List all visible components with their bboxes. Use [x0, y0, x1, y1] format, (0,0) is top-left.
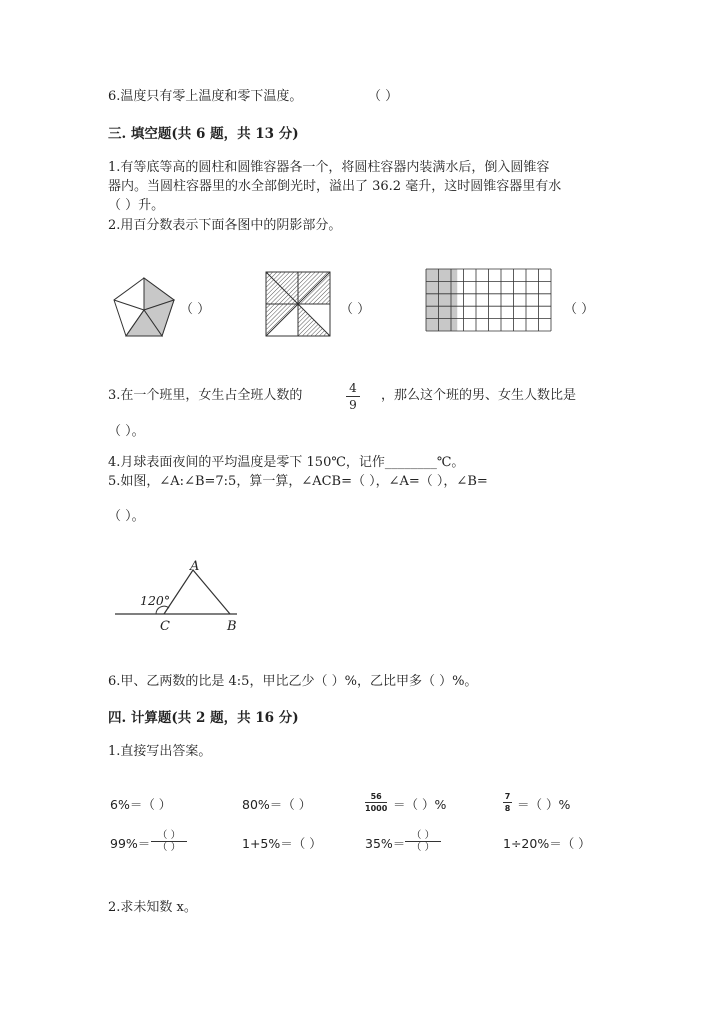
vertex-label-a: A: [190, 559, 200, 574]
calc-item-99-percent: 99%＝: [110, 836, 151, 851]
fraction-blank-99[interactable]: [151, 830, 187, 853]
fraction-denominator: 9: [349, 398, 357, 412]
calc-item-1-plus-5-percent[interactable]: 1+5%＝（ ）: [242, 836, 322, 851]
vertex-label-b: B: [227, 619, 237, 634]
vertex-label-c: C: [160, 619, 170, 634]
section-4-title: 四. 计算题(共 2 题，共 16 分): [108, 710, 299, 726]
fraction-numerator[interactable]: （ ）: [157, 830, 181, 841]
q5-line1: 5.如图，∠A:∠B=7:5，算一算，∠ACB=（ ），∠A=（ ），∠B=: [108, 474, 488, 489]
fraction-56-1000: [365, 792, 387, 813]
fig2-answer-blank[interactable]: （ ）: [340, 302, 371, 317]
fraction-denominator: 8: [504, 804, 511, 813]
fraction-blank-35[interactable]: [405, 830, 441, 853]
q6-text: 6.甲、乙两数的比是 4:5，甲比乙少（ ）%，乙比甲多（ ）%。: [108, 674, 478, 689]
fraction-numerator: 7: [504, 792, 511, 801]
fraction-denominator[interactable]: （ ）: [157, 842, 181, 853]
q4-text: 4.月球表面夜间的平均温度是零下 150℃，记作________℃。: [108, 455, 465, 470]
fraction-bar: [346, 396, 360, 397]
fraction-bar: [365, 802, 387, 803]
q1-line2: 器内。当圆柱容器里的水全部倒光时，溢出了 36.2 毫升，这时圆锥容器里有水: [108, 179, 562, 194]
calc-item-56-1000-blank[interactable]: ＝（ ）%: [393, 797, 447, 812]
section-3-title: 三. 填空题(共 6 题，共 13 分): [108, 126, 299, 142]
calc-item-7-8-blank[interactable]: ＝（ ）%: [517, 797, 571, 812]
calc-q1-text: 1.直接写出答案。: [108, 744, 212, 759]
calc-item-35-percent: 35%＝: [365, 836, 406, 851]
calc-item-1-div-20-percent[interactable]: 1÷20%＝（ ）: [503, 836, 591, 851]
answer-blank[interactable]: （ ）: [368, 89, 399, 104]
square-figure: [265, 271, 331, 337]
fraction-four-ninths: [346, 381, 360, 412]
fraction-numerator[interactable]: （ ）: [411, 830, 435, 841]
q2-text: 2.用百分数表示下面各图中的阴影部分。: [108, 218, 342, 233]
q5-line2[interactable]: （ ）。: [108, 509, 145, 524]
calc-item-80-percent[interactable]: 80%＝（ ）: [242, 797, 312, 812]
question-6-true-false: 6.温度只有零上温度和零下温度。: [108, 89, 303, 104]
fraction-bar: [503, 802, 512, 803]
pentagon-figure: [112, 276, 176, 338]
angle-label-120: 120°: [140, 593, 171, 608]
fig3-answer-blank[interactable]: （ ）: [564, 302, 595, 317]
fraction-numerator: 4: [349, 381, 357, 395]
fraction-numerator: 56: [370, 792, 382, 801]
q1-line3: （ ）升。: [108, 198, 165, 213]
calc-item-6-percent[interactable]: 6%＝（ ）: [110, 797, 172, 812]
q3-text-before: 3.在一个班里，女生占全班人数的: [108, 388, 303, 403]
grid-figure: [426, 269, 551, 331]
fraction-7-8: [503, 792, 512, 813]
fraction-denominator[interactable]: （ ）: [411, 842, 435, 853]
fig1-answer-blank[interactable]: （ ）: [180, 302, 211, 317]
fraction-denominator: 1000: [365, 804, 388, 813]
calc-q2-text: 2.求未知数 x。: [108, 900, 197, 915]
q1-line1: 1.有等底等高的圆柱和圆锥容器各一个，将圆柱容器内装满水后，倒入圆锥容: [108, 160, 550, 175]
q3-answer-line[interactable]: （ ）。: [108, 424, 145, 439]
q3-text-after: ，那么这个班的男、女生人数比是: [381, 388, 577, 403]
